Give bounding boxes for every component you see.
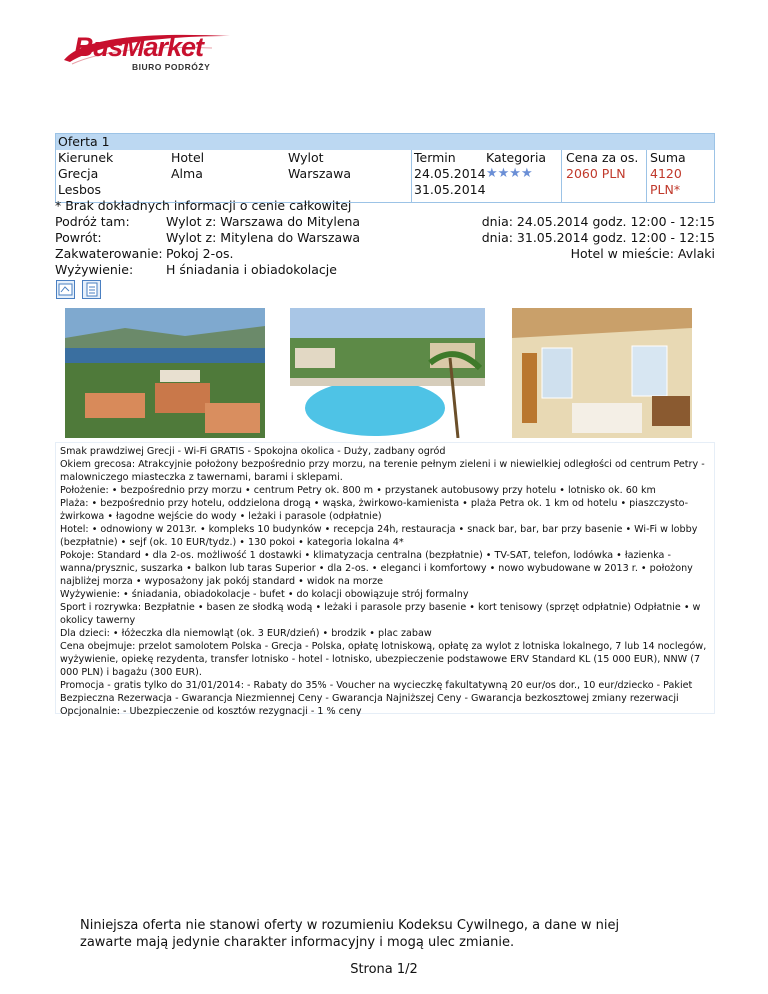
price-note: * Brak dokładnych informacji o cenie całkowitej (55, 198, 352, 213)
direction-header: Kierunek (58, 150, 114, 165)
description-paragraph: Hotel: • odnowiony w 2013r. • kompleks 10 budynków • recepcja 24h, restauracja • snack bar, bar, bar przy basenie • Wi-Fi w lobby (bezpłatnie) • sejf (ok. 10 EUR/tydz.) • 130 pokoi • kategoria lokalna 4* (60, 524, 698, 548)
description-paragraph: Pokoje: Standard • dla 2-os. możliwość 1 dostawki • klimatyzacja centralna (bezpłatnie) • TV-SAT, telefon, lodówka • łazienka - wanna/prysznic, suszarka • balkon lub taras Superior • dla 2-os. • eleganci i komfortowy • nowo wybudowane w 2013 r. • położony najbliżej morza • wyposażony jak pokój standard • widok na morze (60, 550, 693, 587)
term-column (414, 150, 486, 198)
term-to: 31.05.2014 (414, 182, 486, 197)
direction-country: Grecja (58, 166, 99, 181)
info-value: Wylot z: Mitylena do Warszawa (166, 230, 361, 245)
hotel-photo-coast (65, 308, 265, 438)
term-from: 24.05.2014 (414, 166, 486, 181)
info-value: Pokoj 2-os. (166, 246, 234, 261)
logo-subtitle: BIURO PODRÓŻY (132, 62, 211, 72)
page-number: Strona 1/2 (350, 962, 418, 977)
category-column (486, 150, 546, 182)
info-label: Zakwaterowanie: (55, 246, 163, 261)
info-label: Podróż tam: (55, 214, 130, 229)
total-currency: PLN* (650, 182, 681, 197)
offer-description (55, 442, 715, 717)
total-header: Suma (650, 150, 686, 165)
info-row-board (55, 262, 715, 278)
hotel-photo-pool (290, 308, 485, 438)
hotel-photo-room (512, 308, 692, 438)
legal-disclaimer: Niniejsza oferta nie stanowi oferty w rozumieniu Kodeksu Cywilnego, a dane w niej zawarte mają jedynie charakter informacyjny i mogą ulec zmianie. (80, 918, 620, 950)
term-header: Termin (414, 150, 456, 165)
departure-header: Wylot (288, 150, 324, 165)
info-location: Hotel w mieście: Avlaki (570, 246, 715, 261)
offer-row (56, 150, 714, 202)
offer-header: Oferta 1 (56, 134, 714, 150)
offer-table (55, 133, 715, 203)
description-paragraph: Cena obejmuje: przelot samolotem Polska - Grecja - Polska, opłatę lotniskową, opłatę za wylot z lotniska lokalnego, 7 lub 14 noclegów, wyżywienie, opiekę rezydenta, transfer lotnisko - hotel - lotnisko, ubezpieczenie podstawowe ERV Standard KL (15 000 EUR), NNW (7 000 PLN) i bagażu (300 EUR). (60, 641, 707, 678)
info-value: Wylot z: Warszawa do Mitylena (166, 214, 361, 229)
logo-brand-text: BusMarket (74, 32, 204, 62)
description-paragraph: Wyżywienie: • śniadania, obiadokolacje - bufet • do kolacji obowiązuje strój formalny (60, 589, 469, 600)
price-column (566, 150, 638, 182)
busmarket-logo (62, 30, 232, 80)
hotel-header: Hotel (171, 150, 205, 165)
description-paragraph: Okiem grecosa: Atrakcyjnie położony bezpośrednio przy morzu, na terenie pełnym zieleni i w niewielkiej odległości od centrum Petry - malowniczego miasteczka z tawernami, barami i sklepami. (60, 459, 705, 483)
departure-city: Warszawa (288, 166, 351, 181)
info-label: Powrót: (55, 230, 102, 245)
category-stars-icon: ★★★★ (486, 166, 533, 181)
total-column (650, 150, 686, 198)
info-value: H śniadania i obiadokolacje (166, 262, 337, 277)
hotel-name: Alma (171, 166, 203, 181)
departure-column (288, 150, 351, 182)
price-header: Cena za os. (566, 150, 639, 165)
description-paragraph: Smak prawdziwej Grecji - Wi-Fi GRATIS - Spokojna okolica - Duży, zadbany ogród (60, 446, 446, 457)
total-value: 4120 (650, 166, 682, 181)
document-icon[interactable] (82, 280, 101, 299)
map-icon[interactable] (56, 280, 75, 299)
direction-island: Lesbos (58, 182, 102, 197)
hotel-column (171, 150, 204, 182)
column-divider (411, 150, 412, 202)
info-date: dnia: 31.05.2014 godz. 12:00 - 12:15 (481, 230, 715, 245)
description-paragraph: Plaża: • bezpośrednio przy hotelu, oddzielona drogą • wąska, żwirkowo-kamienista • plaża Petra ok. 1 km od hotelu • piaszczysto-żwirkowa • łagodne wejście do wody • leżaki i parasole (odpłatnie) (60, 498, 689, 522)
info-row-accommodation (55, 246, 715, 262)
description-paragraph: Położenie: • bezpośrednio przy morzu • centrum Petry ok. 800 m • przystanek autobusowy przy hotelu • lotnisko ok. 60 km (60, 485, 656, 496)
info-row-return (55, 230, 715, 246)
description-paragraph: Promocja - gratis tylko do 31/01/2014: - Rabaty do 35% - Voucher na wycieczkę fakultatywną 20 eur/os dor., 10 eur/dziecko - Pakiet Bezpieczna Rezerwacja - Gwarancja Niezmiennej Ceny - Gwarancja Najniższej Ceny - Gwarancja bezkosztowej zmiany rezerwacji (60, 680, 693, 704)
column-divider (646, 150, 647, 202)
info-date: dnia: 24.05.2014 godz. 12:00 - 12:15 (481, 214, 715, 229)
travel-info (55, 198, 715, 278)
price-value: 2060 PLN (566, 166, 626, 181)
direction-column (58, 150, 113, 198)
info-row-outbound (55, 214, 715, 230)
description-paragraph: Opcjonalnie: - Ubezpieczenie od kosztów rezygnacji - 1 % ceny (60, 706, 362, 717)
info-icons (56, 280, 103, 299)
description-paragraph: Dla dzieci: • łóżeczka dla niemowląt (ok. 3 EUR/dzień) • brodzik • plac zabaw (60, 628, 432, 639)
info-label: Wyżywienie: (55, 262, 134, 277)
description-paragraph: Sport i rozrywka: Bezpłatnie • basen ze słodką wodą • leżaki i parasole przy basenie • kort tenisowy (sprzęt odpłatnie) Odpłatnie • w okolicy tawerny (60, 602, 701, 626)
column-divider (561, 150, 562, 202)
category-header: Kategoria (486, 150, 547, 165)
